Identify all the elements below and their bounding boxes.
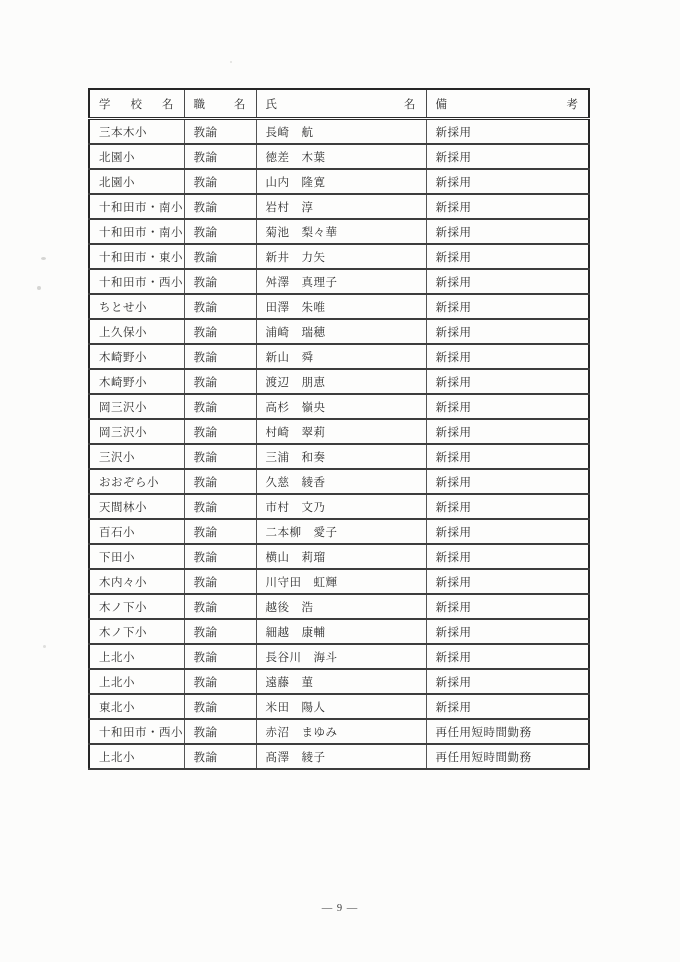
cell-remarks: 新採用 <box>426 194 589 219</box>
cell-title: 教諭 <box>184 719 256 744</box>
cell-title: 教諭 <box>184 119 256 145</box>
cell-title: 教諭 <box>184 169 256 194</box>
cell-school: 木内々小 <box>89 569 184 594</box>
cell-remarks: 新採用 <box>426 319 589 344</box>
cell-name: 横山 莉瑠 <box>256 544 426 569</box>
table-body <box>89 119 589 770</box>
cell-name: 細越 康輔 <box>256 619 426 644</box>
cell-name: 徳差 木葉 <box>256 144 426 169</box>
cell-name: 川守田 虹輝 <box>256 569 426 594</box>
cell-school: 木崎野小 <box>89 344 184 369</box>
table-row <box>89 244 589 269</box>
cell-title: 教諭 <box>184 694 256 719</box>
table-row <box>89 144 589 169</box>
cell-remarks: 再任用短時間勤務 <box>426 719 589 744</box>
cell-name: 舛澤 真理子 <box>256 269 426 294</box>
table-row <box>89 219 589 244</box>
cell-name: 新山 舜 <box>256 344 426 369</box>
cell-name: 浦崎 瑞穂 <box>256 319 426 344</box>
cell-name: 髙澤 綾子 <box>256 744 426 769</box>
cell-title: 教諭 <box>184 344 256 369</box>
cell-remarks: 新採用 <box>426 144 589 169</box>
cell-school: 天間林小 <box>89 494 184 519</box>
cell-name: 渡辺 朋恵 <box>256 369 426 394</box>
cell-title: 教諭 <box>184 294 256 319</box>
cell-remarks: 新採用 <box>426 244 589 269</box>
cell-school: 上北小 <box>89 644 184 669</box>
cell-school: 木ノ下小 <box>89 594 184 619</box>
cell-title: 教諭 <box>184 644 256 669</box>
column-header-school: 学校名 <box>89 89 184 119</box>
cell-school: おおぞら小 <box>89 469 184 494</box>
scan-speck <box>37 286 41 290</box>
cell-title: 教諭 <box>184 669 256 694</box>
cell-school: 十和田市・南小 <box>89 219 184 244</box>
table-row <box>89 394 589 419</box>
cell-title: 教諭 <box>184 594 256 619</box>
cell-name: 田澤 朱唯 <box>256 294 426 319</box>
cell-remarks: 新採用 <box>426 494 589 519</box>
cell-remarks: 新採用 <box>426 269 589 294</box>
cell-school: 木崎野小 <box>89 369 184 394</box>
table-row <box>89 644 589 669</box>
table-header <box>89 89 589 119</box>
cell-name: 山内 隆寛 <box>256 169 426 194</box>
cell-title: 教諭 <box>184 744 256 769</box>
cell-remarks: 再任用短時間勤務 <box>426 744 589 769</box>
cell-remarks: 新採用 <box>426 469 589 494</box>
cell-name: 新井 力矢 <box>256 244 426 269</box>
table-row <box>89 319 589 344</box>
table-row <box>89 619 589 644</box>
cell-school: 十和田市・南小 <box>89 194 184 219</box>
staff-table <box>88 88 590 770</box>
cell-title: 教諭 <box>184 244 256 269</box>
cell-title: 教諭 <box>184 569 256 594</box>
cell-name: 岩村 淳 <box>256 194 426 219</box>
table-row <box>89 719 589 744</box>
cell-title: 教諭 <box>184 194 256 219</box>
table-row <box>89 119 589 145</box>
cell-remarks: 新採用 <box>426 444 589 469</box>
cell-school: 岡三沢小 <box>89 394 184 419</box>
cell-school: 十和田市・西小 <box>89 719 184 744</box>
table-row <box>89 469 589 494</box>
cell-remarks: 新採用 <box>426 294 589 319</box>
cell-name: 三浦 和奏 <box>256 444 426 469</box>
cell-remarks: 新採用 <box>426 644 589 669</box>
cell-remarks: 新採用 <box>426 594 589 619</box>
cell-name: 二本柳 愛子 <box>256 519 426 544</box>
cell-remarks: 新採用 <box>426 169 589 194</box>
cell-school: 北園小 <box>89 169 184 194</box>
cell-title: 教諭 <box>184 419 256 444</box>
cell-title: 教諭 <box>184 269 256 294</box>
cell-title: 教諭 <box>184 444 256 469</box>
cell-title: 教諭 <box>184 144 256 169</box>
table-row <box>89 294 589 319</box>
cell-remarks: 新採用 <box>426 369 589 394</box>
cell-name: 高杉 嶺央 <box>256 394 426 419</box>
cell-school: 北園小 <box>89 144 184 169</box>
cell-school: 上北小 <box>89 744 184 769</box>
table-row <box>89 444 589 469</box>
cell-name: 村崎 翠莉 <box>256 419 426 444</box>
scan-speck <box>41 257 46 260</box>
table-row <box>89 694 589 719</box>
column-header-name: 氏名 <box>256 89 426 119</box>
header-row <box>89 89 589 119</box>
cell-name: 菊池 梨々華 <box>256 219 426 244</box>
cell-remarks: 新採用 <box>426 669 589 694</box>
cell-title: 教諭 <box>184 469 256 494</box>
cell-remarks: 新採用 <box>426 394 589 419</box>
table-row <box>89 569 589 594</box>
cell-title: 教諭 <box>184 519 256 544</box>
cell-title: 教諭 <box>184 319 256 344</box>
cell-name: 米田 陽人 <box>256 694 426 719</box>
table-row <box>89 169 589 194</box>
scan-speck <box>43 645 46 648</box>
cell-remarks: 新採用 <box>426 694 589 719</box>
table-row <box>89 594 589 619</box>
cell-school: 岡三沢小 <box>89 419 184 444</box>
cell-school: 十和田市・東小 <box>89 244 184 269</box>
cell-school: 十和田市・西小 <box>89 269 184 294</box>
table-row <box>89 344 589 369</box>
cell-title: 教諭 <box>184 394 256 419</box>
cell-school: 三沢小 <box>89 444 184 469</box>
cell-remarks: 新採用 <box>426 119 589 145</box>
table-row <box>89 269 589 294</box>
table-row <box>89 194 589 219</box>
cell-name: 遠藤 菫 <box>256 669 426 694</box>
cell-name: 長谷川 海斗 <box>256 644 426 669</box>
cell-remarks: 新採用 <box>426 419 589 444</box>
cell-name: 長崎 航 <box>256 119 426 145</box>
cell-school: 上久保小 <box>89 319 184 344</box>
cell-remarks: 新採用 <box>426 569 589 594</box>
cell-name: 越後 浩 <box>256 594 426 619</box>
table-row <box>89 744 589 769</box>
cell-remarks: 新採用 <box>426 519 589 544</box>
cell-school: 木ノ下小 <box>89 619 184 644</box>
column-header-title: 職名 <box>184 89 256 119</box>
cell-school: 下田小 <box>89 544 184 569</box>
cell-remarks: 新採用 <box>426 619 589 644</box>
table-row <box>89 669 589 694</box>
cell-title: 教諭 <box>184 619 256 644</box>
cell-title: 教諭 <box>184 544 256 569</box>
cell-school: 東北小 <box>89 694 184 719</box>
page-number: — 9 — <box>321 903 359 914</box>
cell-name: 市村 文乃 <box>256 494 426 519</box>
cell-title: 教諭 <box>184 369 256 394</box>
cell-title: 教諭 <box>184 219 256 244</box>
column-header-remarks: 備考 <box>426 89 589 119</box>
cell-name: 久慈 綾香 <box>256 469 426 494</box>
scan-speck <box>230 61 232 63</box>
cell-school: 上北小 <box>89 669 184 694</box>
cell-remarks: 新採用 <box>426 344 589 369</box>
cell-name: 赤沼 まゆみ <box>256 719 426 744</box>
cell-school: ちとせ小 <box>89 294 184 319</box>
cell-remarks: 新採用 <box>426 219 589 244</box>
cell-remarks: 新採用 <box>426 544 589 569</box>
table-row <box>89 494 589 519</box>
cell-school: 三本木小 <box>89 119 184 145</box>
table-row <box>89 544 589 569</box>
cell-title: 教諭 <box>184 494 256 519</box>
cell-school: 百石小 <box>89 519 184 544</box>
table-row <box>89 419 589 444</box>
table-row <box>89 519 589 544</box>
table-row <box>89 369 589 394</box>
